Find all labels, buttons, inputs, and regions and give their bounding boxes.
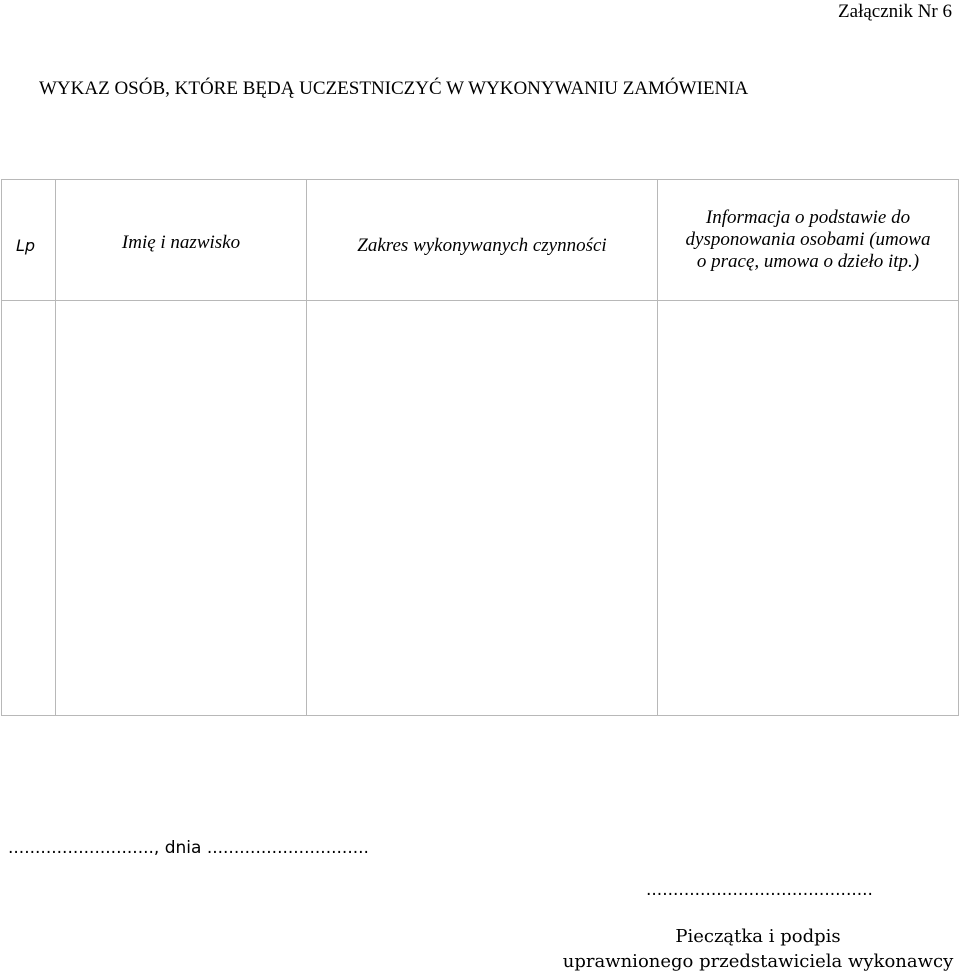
column-header-info-line: dysponowania osobami (umowa: [685, 229, 931, 250]
signature-dotted-line: ..........................................: [646, 880, 873, 900]
column-header-scope: Zakres wykonywanych czynności: [307, 180, 658, 301]
signature-caption: [560, 924, 956, 974]
table-header-row: [2, 180, 959, 301]
column-header-name: Imię i nazwisko: [56, 180, 307, 301]
representative-label: uprawnionego przedstawiciela wykonawcy: [562, 951, 954, 972]
table-cell-info[interactable]: [658, 301, 959, 716]
table-cell-lp[interactable]: [2, 301, 56, 716]
column-header-info-line: Informacja o podstawie do: [705, 207, 911, 228]
place-date-line: ..........................., dnia ..............................: [8, 838, 369, 858]
table-cell-scope[interactable]: [307, 301, 658, 716]
attachment-label: Załącznik Nr 6: [838, 1, 952, 22]
column-header-lp: Lp: [2, 180, 56, 301]
stamp-label: Pieczątka i podpis: [675, 926, 841, 947]
persons-table: [1, 179, 959, 716]
column-header-info: [658, 180, 959, 301]
table-cell-name[interactable]: [56, 301, 307, 716]
table-row: [2, 301, 959, 716]
document-title: WYKAZ OSÓB, KTÓRE BĘDĄ UCZESTNICZYĆ W WYKONYWANIU ZAMÓWIENIA: [39, 78, 749, 99]
column-header-info-line: o pracę, umowa o dzieło itp.): [696, 251, 920, 272]
